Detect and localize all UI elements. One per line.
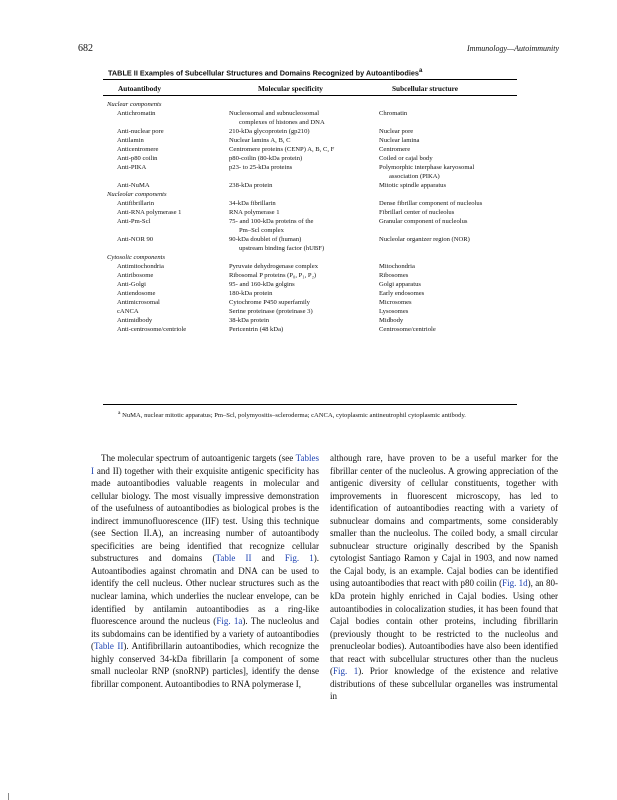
table-section-title: Cytosolic components <box>107 254 166 261</box>
cross-reference-link[interactable]: Fig. 1d <box>502 578 528 589</box>
cell-structure <box>379 145 517 154</box>
cell-autoantibody: Anti-Pm-Scl <box>117 218 151 225</box>
cell-autoantibody: Antiendosome <box>117 290 156 297</box>
cell-line: Mitotic spindle apparatus <box>379 182 447 189</box>
cell-structure <box>379 325 517 334</box>
cell-line: Nuclear lamina <box>379 137 420 144</box>
cell-line: upstream binding factor (hUBF) <box>239 245 325 252</box>
table-row <box>107 163 517 181</box>
table-row <box>107 181 517 190</box>
cell-line: 34-kDa fibrillarin <box>229 200 276 207</box>
table-section-title: Nucleolar components <box>107 191 167 198</box>
cell-line: Lysosomes <box>379 308 409 315</box>
cell-autoantibody: Anti-NuMA <box>117 182 150 189</box>
table-row <box>107 262 517 271</box>
cell-specificity <box>229 307 379 316</box>
cell-autoantibody: Antichromatin <box>117 110 156 117</box>
cell-structure <box>379 262 517 271</box>
cell-line: Nuclear pore <box>379 128 414 135</box>
table-row <box>107 136 517 145</box>
cell-line: Microsomes <box>379 299 412 306</box>
cell-specificity <box>229 289 379 298</box>
cell-line: Granular component of nucleolus <box>379 218 468 225</box>
cell-specificity <box>229 217 379 235</box>
body-right-column <box>330 452 558 703</box>
cell-line: p80-coilin (80-kDa protein) <box>229 155 303 162</box>
cell-autoantibody: Antimicrosomal <box>117 299 160 306</box>
cell-autoantibody: Anti-PIKA <box>117 164 147 171</box>
cell-line: Ribosomes <box>379 272 409 279</box>
cell-structure <box>379 127 517 136</box>
table-row <box>107 145 517 154</box>
cell-autoantibody: cANCA <box>117 308 139 315</box>
cell-specificity <box>229 154 379 163</box>
cell-structure <box>379 136 517 145</box>
cell-autoantibody: Antilamin <box>117 137 144 144</box>
body-paragraph: although rare, have proven to be a useful marker for the fibrillar center of the nucleolus. A growing appreciation of the antigenic diversity of cellular constituents, together with improvements in fluorescent microscopy, has led to identification of autoantibodies reacting with a variety of subnuclear domains and compartments, some considerably smaller than the nucleolus. The coiled body, a small circular subnuclear structure originally described by the Spanish cytologist Santiago Ramon y Cajal in 1903, and now named the Cajal body, is an example. Cajal bodies can be identified using autoantibodies that react with p80 coilin (Fig. 1d), an 80-kDa protein highly enriched in Cajal bodies. Using other autoantibodies in colocalization studies, it has been found that Cajal bodies contain other proteins, including fibrillarin (previously thought to be restricted to the nucleolus and prenucleolar bodies). Autoantibodies have also been identified that react with subcellular structures other than the nucleus (Fig. 1). Prior knowledge of the existence and relative distributions of these subcellular organelles was instrumental in <box>330 453 558 702</box>
col-header-specificity: Molecular specificity <box>258 84 323 93</box>
cell-line: 238-kDa protein <box>229 182 273 189</box>
cell-structure <box>379 217 517 235</box>
cell-structure <box>379 109 517 127</box>
cell-autoantibody: Antimitochondria <box>117 263 164 270</box>
cell-autoantibody: Antifibrillarin <box>117 200 154 207</box>
cell-line: complexes of histones and DNA <box>239 119 325 126</box>
footnote-mark: a <box>118 410 121 416</box>
cross-reference-link[interactable]: Fig. 1 <box>284 553 314 564</box>
cell-line: 210-kDa glycoprotein (gp210) <box>229 128 310 135</box>
cell-line: Coiled or cajal body <box>379 155 433 162</box>
cell-structure <box>379 181 517 190</box>
cross-reference-link[interactable]: Table II <box>215 553 252 564</box>
col-header-structure: Subcellular structure <box>392 84 459 93</box>
table-row <box>107 208 517 217</box>
table-row <box>107 325 517 334</box>
cell-structure <box>379 208 517 217</box>
cell-structure <box>379 163 517 181</box>
cell-line: p23- to 25-kDa proteins <box>229 164 293 171</box>
cell-line: RNA polymerase 1 <box>229 209 280 216</box>
table-row <box>107 127 517 136</box>
cross-reference-link[interactable]: Table II <box>94 641 124 652</box>
cell-structure <box>379 154 517 163</box>
cell-specificity <box>229 145 379 154</box>
table-row <box>107 154 517 163</box>
cell-structure <box>379 235 517 253</box>
cell-specificity <box>229 136 379 145</box>
cell-specificity <box>229 199 379 208</box>
cell-autoantibody: Antiribosome <box>117 272 154 279</box>
cell-line: 75- and 100-kDa proteins of the <box>229 218 314 225</box>
page-number: 682 <box>78 43 93 54</box>
cell-line: 180-kDa protein <box>229 290 273 297</box>
cell-specificity <box>229 163 379 181</box>
cross-reference-link[interactable]: Tables I <box>91 453 319 476</box>
cell-line: Pericentrin (48 kDa) <box>229 326 284 333</box>
cell-specificity <box>229 316 379 325</box>
cell-specificity <box>229 298 379 307</box>
cell-specificity <box>229 262 379 271</box>
cross-reference-link[interactable]: Fig. 1a <box>216 616 243 627</box>
cell-line: Nucleolar organizer region (NOR) <box>379 236 470 243</box>
cell-structure <box>379 298 517 307</box>
cell-line: Dense fibrillar component of nucleolus <box>379 200 483 207</box>
cell-specificity <box>229 280 379 289</box>
cell-line: Serine proteinase (proteinase 3) <box>229 308 313 315</box>
cell-line: Pm–Scl complex <box>239 227 284 234</box>
table-row <box>107 199 517 208</box>
table-caption <box>108 67 422 77</box>
cell-specificity <box>229 208 379 217</box>
cell-structure <box>379 316 517 325</box>
cell-structure <box>379 271 517 280</box>
cell-line: Centromere <box>379 146 411 153</box>
cell-autoantibody: Anti-centrosome/centriole <box>117 326 187 333</box>
cell-line: 90-kDa doublet of (human) <box>229 236 302 243</box>
table-row <box>107 109 517 127</box>
cell-specificity <box>229 181 379 190</box>
page-edge-mark <box>8 793 9 800</box>
cell-autoantibody: Antimidbody <box>117 317 153 324</box>
cell-line: Early endosomes <box>379 290 425 297</box>
col-header-autoantibody: Autoantibody <box>118 84 161 93</box>
cell-autoantibody: Anti-Golgi <box>117 281 146 288</box>
cell-structure <box>379 280 517 289</box>
cell-autoantibody: Anticentromere <box>117 146 159 153</box>
cell-line: Nucleosomal and subnucleosomal <box>229 110 320 117</box>
running-head: Immunology—Autoimmunity <box>467 44 559 53</box>
cell-autoantibody: Anti-p80 coilin <box>117 155 158 162</box>
table-body <box>107 100 517 334</box>
cell-line: Nuclear lamins A, B, C <box>229 137 291 144</box>
body-paragraph: The molecular spectrum of autoantigenic targets (see Tables I and II) together with their exquisite antigenic specificity has made autoantibodies valuable reagents in molecular and cellular biology. The most visually impressive demonstration of the usefulness of autoantibodies as biological probes is the indirect immunofluorescence (IIF) test. Using this technique (see Section II.A), an increasing number of autoantibody specificities are being identified that recognize cellular substructures and domains (Table II and Fig. 1). Autoantibodies against chromatin and DNA can be used to identify the cell nucleus. Other nuclear structures such as the nuclear lamina, which underlies the nuclear envelope, can be identified by antilamin autoantibodies as a ring-like fluorescence around the nucleus (Fig. 1a). The nucleolus and its subdomains can be identified by a variety of autoantibodies (Table II). Antifibrillarin autoantibodies, which recognize the highly conserved 34-kDa fibrillarin [a component of some small nucleolar RNP (snoRNP) particles], identify the dense fibrillar component. Autoantibodies to RNA polymerase I, <box>91 453 320 689</box>
cell-specificity <box>229 127 379 136</box>
table-row <box>107 316 517 325</box>
table-row <box>107 280 517 289</box>
cell-autoantibody: Anti-nuclear pore <box>117 128 164 135</box>
cell-specificity <box>229 271 379 280</box>
cell-line: 38-kDa protein <box>229 317 270 324</box>
cell-line: Ribosomal P proteins (P₀, P₁, P₂) <box>229 272 317 279</box>
table-caption-footnote-mark: a <box>418 67 423 74</box>
cell-specificity <box>229 235 379 253</box>
cell-line: Midbody <box>379 317 404 324</box>
cell-structure <box>379 307 517 316</box>
cell-line: Golgi apparatus <box>379 281 421 288</box>
table-section-title: Nuclear components <box>107 101 162 108</box>
table-top-rule <box>103 79 517 80</box>
table-caption-text: TABLE II Examples of Subcellular Structures and Domains Recognized by Autoantibodies <box>108 68 419 78</box>
table-row <box>107 289 517 298</box>
table-header-rule <box>103 95 517 96</box>
cell-autoantibody: Anti-NOR 90 <box>117 236 154 243</box>
cell-line: Mitochondria <box>379 263 415 270</box>
table-row <box>107 307 517 316</box>
table-row <box>107 217 517 235</box>
table-footnote <box>118 409 520 421</box>
cross-reference-link[interactable]: Fig. 1 <box>333 666 359 677</box>
cell-structure <box>379 199 517 208</box>
table-row <box>107 235 517 253</box>
cell-specificity <box>229 109 379 127</box>
cell-line: Pyruvate dehydrogenase complex <box>229 263 318 270</box>
cell-line: Centrosome/centriole <box>379 326 436 333</box>
cell-specificity <box>229 325 379 334</box>
cell-line: Chromatin <box>379 110 408 117</box>
cell-line: Cytochrome P450 superfamily <box>229 299 310 306</box>
cell-structure <box>379 289 517 298</box>
cell-line: 95- and 160-kDa golgins <box>229 281 295 288</box>
body-left-column <box>91 452 319 690</box>
cell-line: Polymorphic interphase karyosomal <box>379 164 475 171</box>
table-bottom-rule <box>103 404 517 405</box>
cell-line: Fibrillarl center of nucleolus <box>379 209 455 216</box>
cell-line: association (PIKA) <box>389 173 440 180</box>
table-row <box>107 298 517 307</box>
footnote-text: NuMA, nuclear mitotic apparatus; Pm–Scl, polymyositis–scleroderma; cANCA, cytoplasmic antineutrophil cytoplasmic antibody. <box>122 412 466 420</box>
cell-autoantibody: Anti-RNA polymerase 1 <box>117 209 182 216</box>
cell-line: Centromere proteins (CENP) A, B, C, F <box>229 146 335 153</box>
table-row <box>107 271 517 280</box>
